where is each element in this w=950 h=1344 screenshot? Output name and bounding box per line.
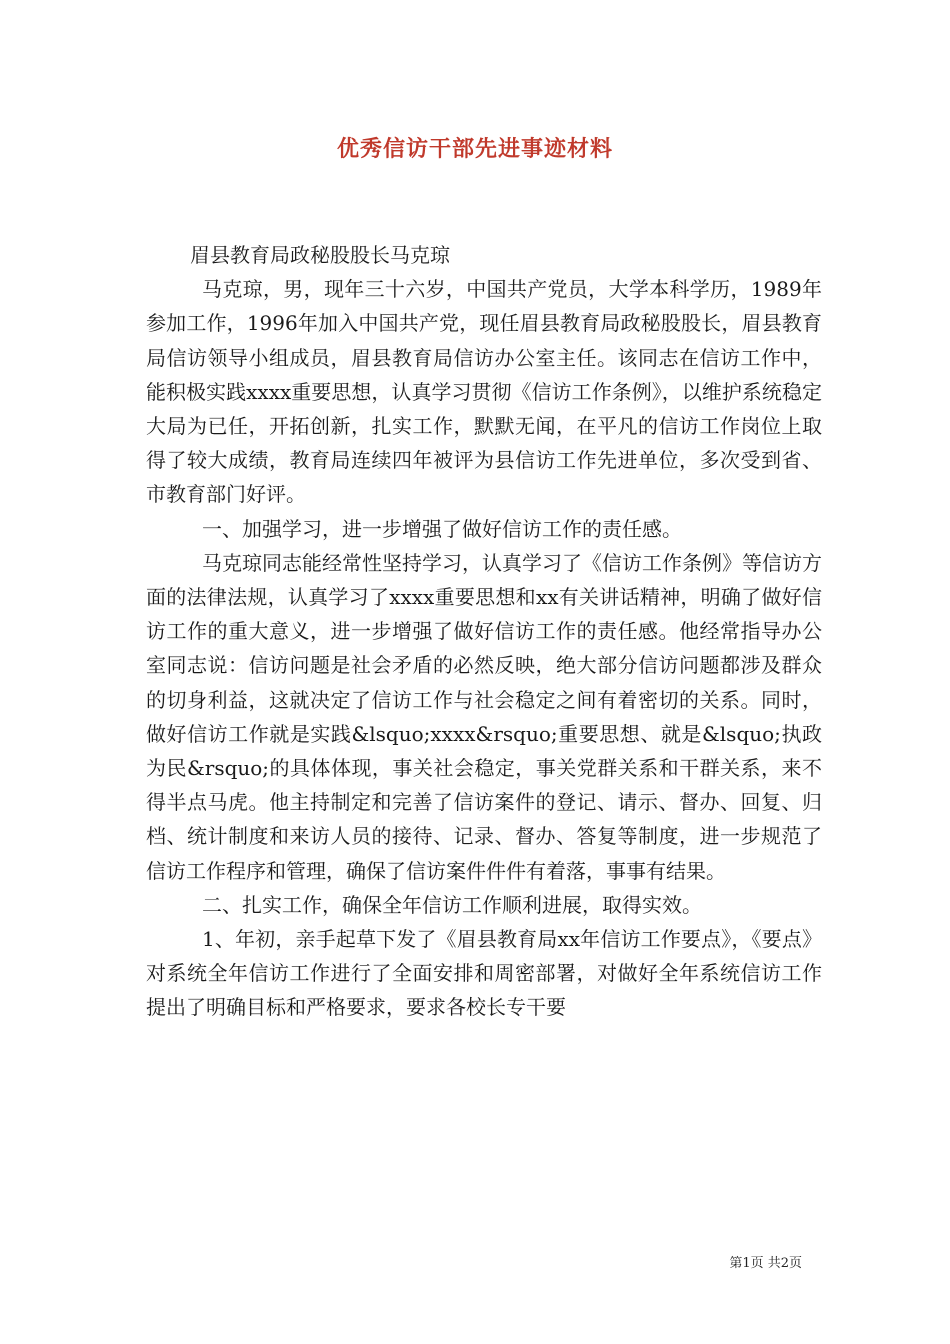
paragraph-section-2-item-1: 1、年初，亲手起草下发了《眉县教育局xx年信访工作要点》，《要点》对系统全年信访工作进行了全面安排和周密部署，对做好全年系统信访工作提出了明确目标和严格要求，要求各校长专干要 [146, 927, 822, 1020]
section-heading-2: 二、扎实工作，确保全年信访工作顺利进展，取得实效。 [202, 892, 702, 917]
section-heading-1: 一、加强学习，进一步增强了做好信访工作的责任感。 [202, 516, 682, 541]
paragraph-intro: 马克琼，男，现年三十六岁，中国共产党员，大学本科学历，1989年参加工作，1996年加入中国共产党，现任眉县教育局政秘股股长，眉县教育局信访领导小组成员，眉县教育局信访办公室主任。该同志在信访工作中，能积极实践xxxx重要思想，认真学习贯彻《信访工作条例》，以维护系统稳定大局为已任，开拓创新，扎实工作，默默无闻，在平凡的信访工作岗位上取得了较大成绩，教育局连续四年被评为县信访工作先进单位，多次受到省、市教育部门好评。 [146, 277, 822, 507]
document-title: 优秀信访干部先进事迹材料 [336, 136, 613, 162]
page-number: 第1页 共2页 [729, 1256, 802, 1271]
paragraph-section-1: 马克琼同志能经常性坚持学习，认真学习了《信访工作条例》等信访方面的法律法规，认真学习了xxxx重要思想和xx有关讲话精神，明确了做好信访工作的重大意义，进一步增强了做好信访工作的责任感。他经常指导办公室同志说：信访问题是社会矛盾的必然反映，绝大部分信访问题都涉及群众的切身利益，这就决定了信访工作与社会稳定之间有着密切的关系。同时，做好信访工作就是实践&lsquo;xxxx&rsquo;重要思想、就是&lsquo;执政为民&rsquo;的具体体现，事关社会稳定，事关党群关系和干群关系，来不得半点马虎。他主持制定和完善了信访案件的登记、请示、督办、回复、归档、统计制度和来访人员的接待、记录、督办、答复等制度，进一步规范了信访工作程序和管理，确保了信访案件件件有着落，事事有结果。 [146, 550, 822, 883]
document-body [146, 238, 822, 1025]
author-line: 眉县教育局政秘股股长马克琼 [190, 243, 450, 267]
